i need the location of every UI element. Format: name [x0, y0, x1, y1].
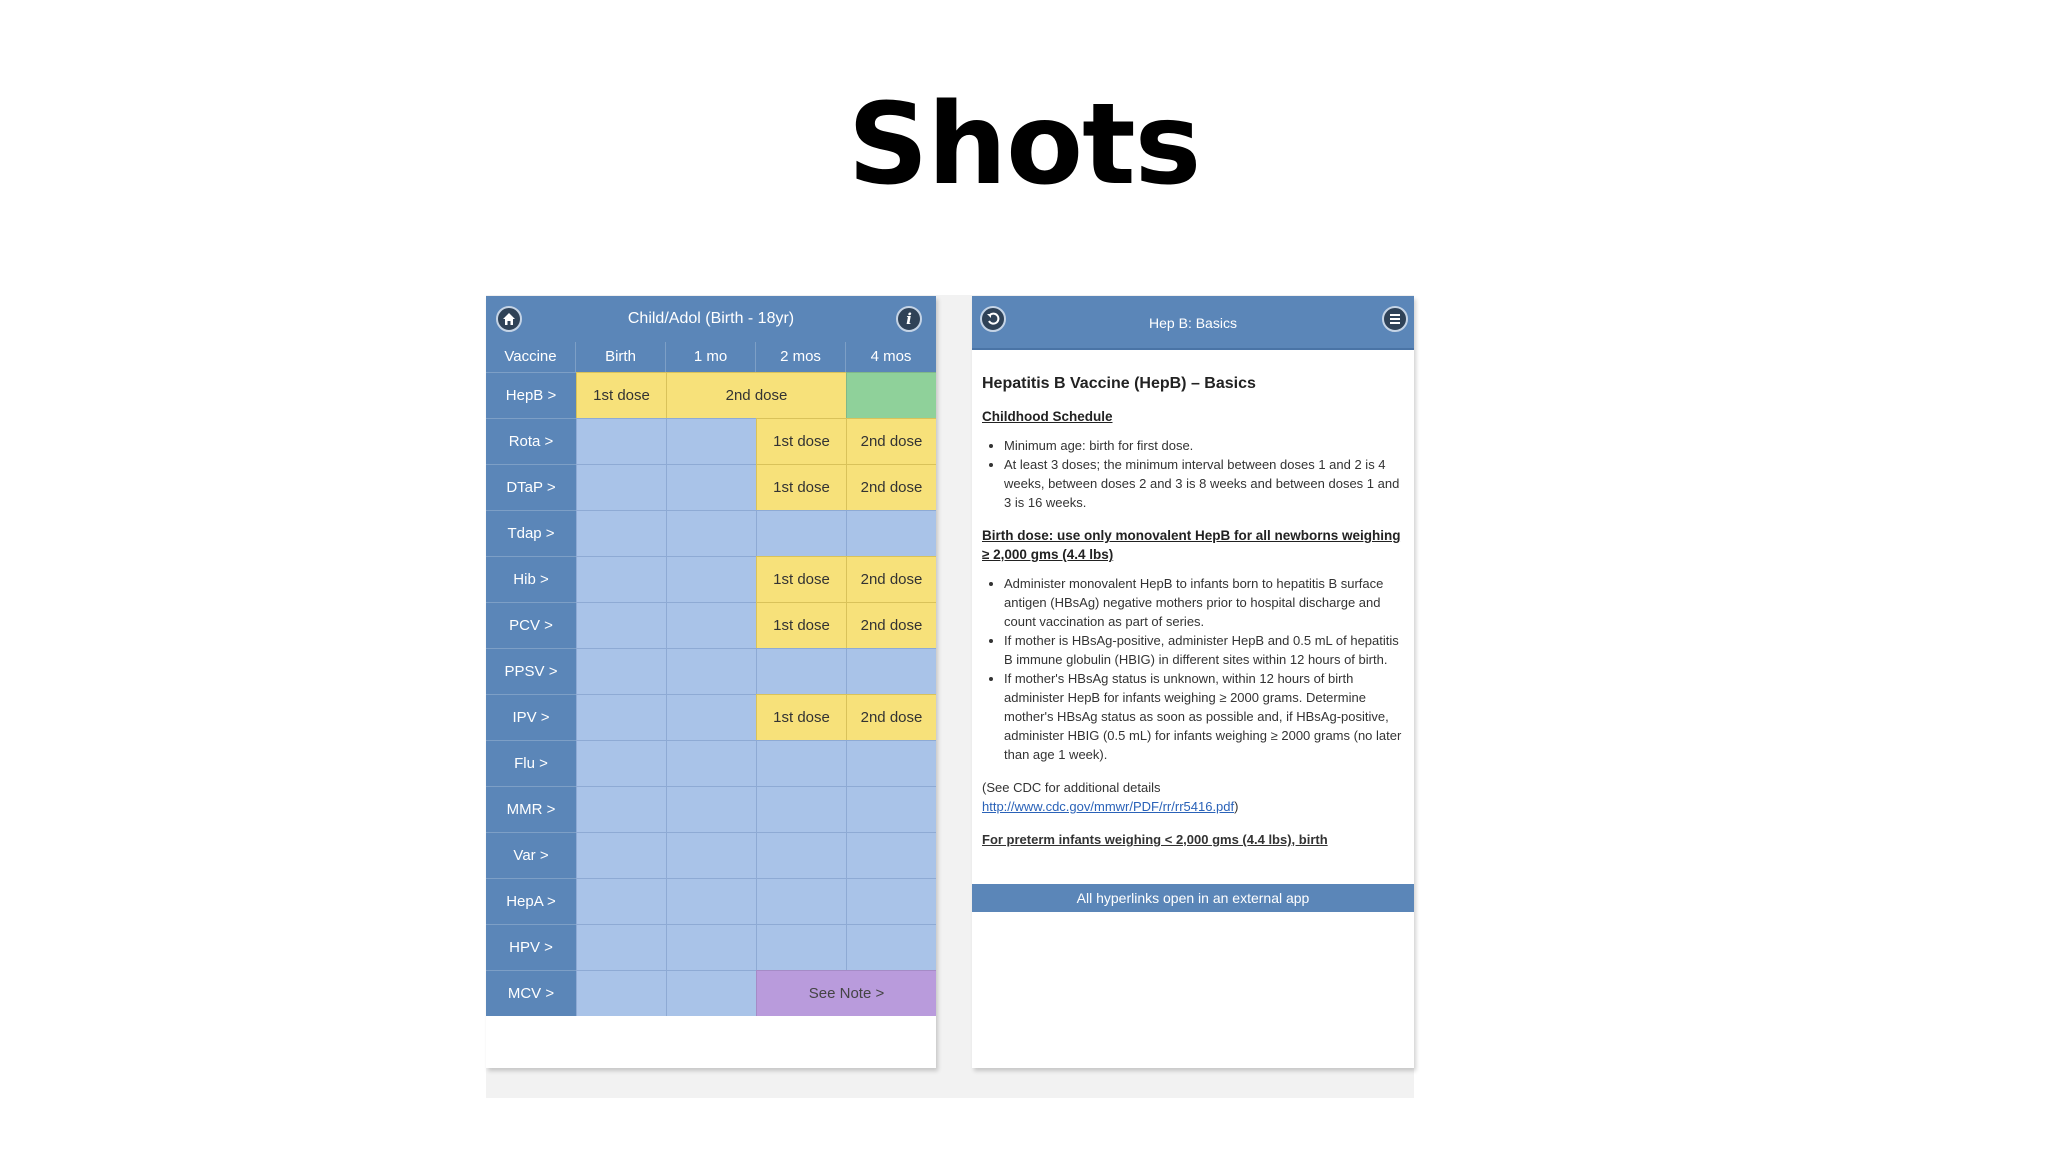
cdc-note-close: ) — [1234, 799, 1239, 814]
row-hepa[interactable]: HepA > — [486, 878, 576, 924]
grid-cell — [756, 510, 846, 556]
col-header-vaccine: Vaccine — [486, 342, 576, 372]
grid-cell — [756, 786, 846, 832]
row-var[interactable]: Var > — [486, 832, 576, 878]
row-flu[interactable]: Flu > — [486, 740, 576, 786]
list-item: • Minimum age: birth for first dose. — [1004, 436, 1406, 455]
grid-cell — [756, 878, 846, 924]
grid-cell — [576, 510, 666, 556]
grid-cell — [576, 924, 666, 970]
grid-cell — [576, 878, 666, 924]
grid-cell — [576, 648, 666, 694]
row-ipv[interactable]: IPV > — [486, 694, 576, 740]
row-mmr[interactable]: MMR > — [486, 786, 576, 832]
back-icon[interactable] — [980, 306, 1006, 332]
list-item: • Administer monovalent HepB to infants born to hepatitis B surface antigen (HBsAg) negative mothers prior to hospital discharge and count vaccination as part of series. — [1004, 574, 1406, 631]
row-hepb[interactable]: HepB > — [486, 372, 576, 418]
basics-header — [972, 296, 1414, 350]
list-item: • If mother's HBsAg status is unknown, within 12 hours of birth administer HepB for infants weighing ≥ 2000 grams. Determine mother's HBsAg status as soon as possible and, if HBsAg-positive, administer HBIG (0.5 mL) for infants weighing ≥ 2000 grams (no later than age 1 week). — [1004, 669, 1406, 764]
grid-cell — [576, 602, 666, 648]
col-header-1mo: 1 mo — [666, 342, 756, 372]
hib-2mos-cell[interactable]: 1st dose — [756, 556, 846, 602]
grid-cell — [846, 786, 936, 832]
grid-cell — [846, 510, 936, 556]
cdc-link[interactable]: http://www.cdc.gov/mmwr/PDF/rr/rr5416.pdf — [982, 799, 1235, 814]
row-ppsv[interactable]: PPSV > — [486, 648, 576, 694]
grid-cell — [576, 694, 666, 740]
grid-cell — [576, 740, 666, 786]
childhood-schedule-list — [982, 436, 1406, 512]
col-header-birth: Birth — [576, 342, 666, 372]
grid-cell — [576, 556, 666, 602]
ipv-2mos-cell[interactable]: 1st dose — [756, 694, 846, 740]
home-icon[interactable] — [496, 306, 522, 332]
hib-4mos-cell[interactable]: 2nd dose — [846, 556, 936, 602]
preterm-heading: For preterm infants weighing < 2,000 gms (4.4 lbs), birth — [982, 832, 1328, 847]
row-tdap[interactable]: Tdap > — [486, 510, 576, 556]
col-header-4mos: 4 mos — [846, 342, 936, 372]
hyperlink-footer: All hyperlinks open in an external app — [972, 884, 1414, 912]
schedule-header — [486, 296, 936, 342]
cdc-note — [982, 778, 1406, 816]
basics-title: Hep B: Basics — [1149, 315, 1237, 331]
hepb-1mo-2mos-cell[interactable]: 2nd dose — [666, 372, 846, 418]
list-item: • If mother is HBsAg-positive, administer HepB and 0.5 mL of hepatitis B immune globulin (HBIG) in different sites within 12 hours of birth. — [1004, 631, 1406, 669]
grid-cell — [756, 924, 846, 970]
menu-icon[interactable] — [1382, 306, 1408, 332]
grid-cell — [576, 786, 666, 832]
list-item: • At least 3 doses; the minimum interval between doses 1 and 2 is 4 weeks, between doses 2 and 3 is 8 weeks and between doses 1 and 3 is 16 weeks. — [1004, 455, 1406, 512]
schedule-screen — [486, 296, 936, 1068]
section-birth-dose: Birth dose: use only monovalent HepB for all newborns weighing ≥ 2,000 gms (4.4 lbs) — [982, 528, 1401, 562]
section-childhood-schedule: Childhood Schedule — [982, 409, 1113, 424]
grid-cell — [666, 648, 756, 694]
grid-cell — [666, 740, 756, 786]
grid-cell — [846, 878, 936, 924]
row-dtap[interactable]: DTaP > — [486, 464, 576, 510]
hepb-birth-cell[interactable]: 1st dose — [576, 372, 666, 418]
grid-cell — [666, 510, 756, 556]
pcv-4mos-cell[interactable]: 2nd dose — [846, 602, 936, 648]
hepb-4mos-cell — [846, 372, 936, 418]
grid-cell — [756, 648, 846, 694]
grid-cell — [846, 648, 936, 694]
dtap-4mos-cell[interactable]: 2nd dose — [846, 464, 936, 510]
grid-cell — [576, 832, 666, 878]
grid-cell — [576, 418, 666, 464]
grid-cell — [666, 418, 756, 464]
dtap-2mos-cell[interactable]: 1st dose — [756, 464, 846, 510]
pcv-2mos-cell[interactable]: 1st dose — [756, 602, 846, 648]
grid-cell — [846, 924, 936, 970]
grid-cell — [666, 832, 756, 878]
basics-heading: Hepatitis B Vaccine (HepB) – Basics — [982, 375, 1256, 392]
grid-cell — [666, 694, 756, 740]
grid-cell — [576, 970, 666, 1016]
mcv-see-note-cell[interactable]: See Note > — [756, 970, 936, 1016]
grid-cell — [666, 464, 756, 510]
row-mcv[interactable]: MCV > — [486, 970, 576, 1016]
hepb-basics-screen — [972, 296, 1414, 1068]
grid-cell — [666, 602, 756, 648]
row-hpv[interactable]: HPV > — [486, 924, 576, 970]
grid-cell — [576, 464, 666, 510]
row-rota[interactable]: Rota > — [486, 418, 576, 464]
grid-cell — [666, 556, 756, 602]
basics-content — [982, 374, 1406, 882]
rota-2mos-cell[interactable]: 1st dose — [756, 418, 846, 464]
cdc-note-text: (See CDC for additional details — [982, 780, 1161, 795]
ipv-4mos-cell[interactable]: 2nd dose — [846, 694, 936, 740]
grid-cell — [666, 970, 756, 1016]
grid-cell — [846, 832, 936, 878]
slide-title: Shots — [847, 80, 1201, 210]
schedule-title: Child/Adol (Birth - 18yr) — [627, 310, 795, 327]
grid-cell — [756, 832, 846, 878]
row-pcv[interactable]: PCV > — [486, 602, 576, 648]
grid-cell — [756, 740, 846, 786]
grid-cell — [846, 740, 936, 786]
grid-cell — [666, 878, 756, 924]
birth-dose-list — [982, 574, 1406, 764]
grid-cell — [666, 786, 756, 832]
grid-cell — [666, 924, 756, 970]
row-hib[interactable]: Hib > — [486, 556, 576, 602]
col-header-2mos: 2 mos — [756, 342, 846, 372]
rota-4mos-cell[interactable]: 2nd dose — [846, 418, 936, 464]
info-icon[interactable]: i — [896, 306, 922, 332]
